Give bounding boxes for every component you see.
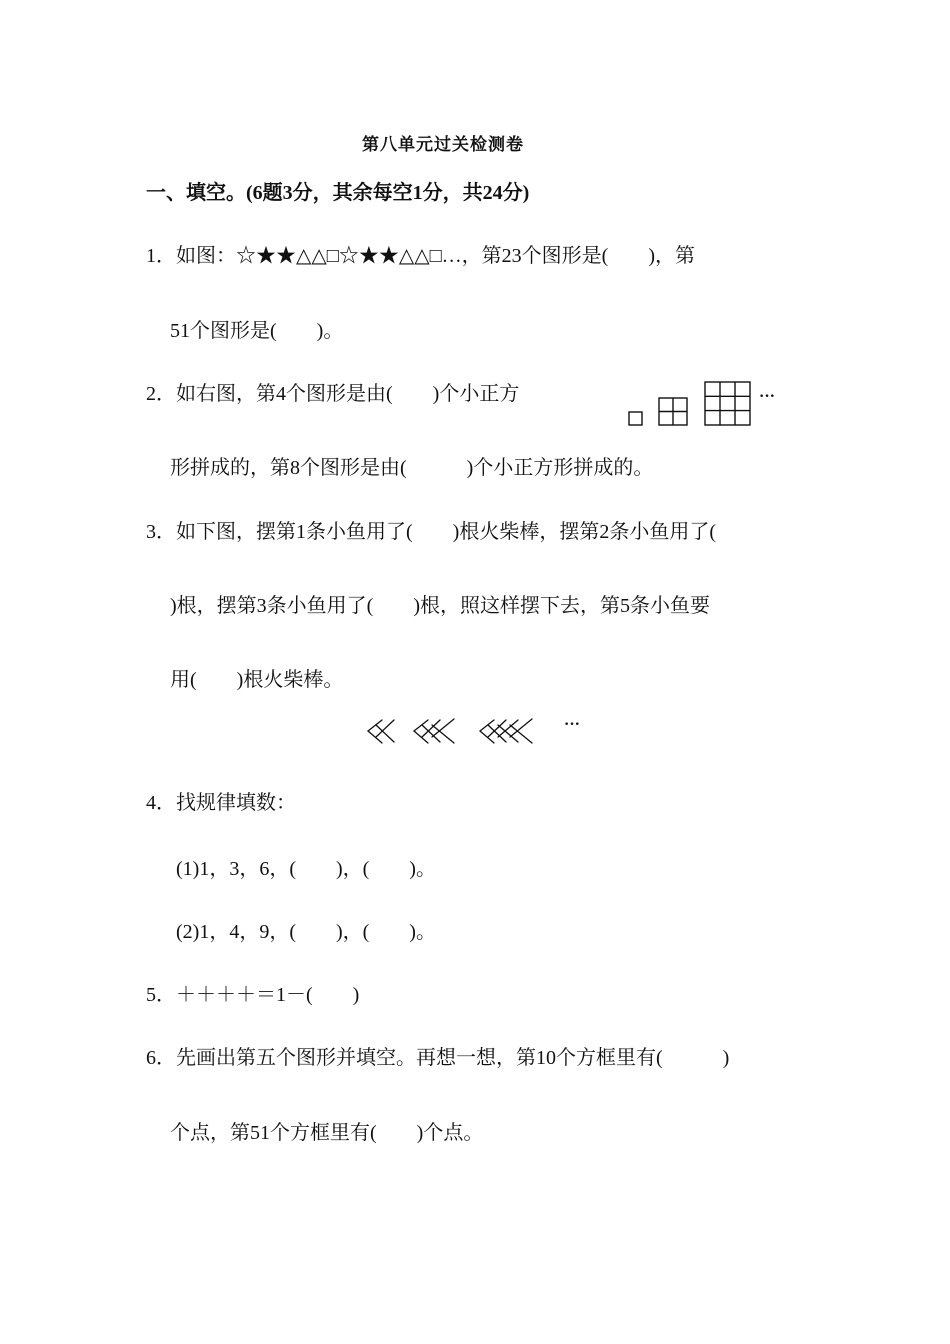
question-3-line-3: 用( )根火柴棒。	[170, 669, 344, 691]
section-heading: 一、填空。(6题3分，其余每空1分，共24分)	[146, 182, 530, 204]
matchstick-fish-svg	[366, 716, 556, 748]
question-6-line-2: 个点，第51个方框里有( )个点。	[170, 1122, 484, 1144]
matchstick-fish-figure	[366, 716, 581, 748]
grid-3x3	[705, 382, 750, 425]
fish-1	[368, 720, 394, 743]
question-5: 5．＋＋＋＋＝1－( )	[146, 984, 360, 1006]
fish-2	[414, 719, 454, 743]
square-grid-figure	[626, 380, 786, 430]
question-3-line-2: )根，摆第3条小鱼用了( )根，照这样摆下去，第5条小鱼要	[170, 595, 710, 617]
question-1-line-2: 51个图形是( )。	[170, 320, 344, 342]
question-4-sub-1: (1)1，3，6，( )，( )。	[176, 858, 436, 880]
page-title: 第八单元过关检测卷	[362, 135, 524, 154]
question-6-line-1: 6．先画出第五个图形并填空。再想一想，第10个方框里有( )	[146, 1047, 730, 1069]
grid-2x2	[659, 398, 687, 425]
question-4-sub-2: (2)1，4，9，( )，( )。	[176, 921, 436, 943]
fish-ellipsis: ···	[564, 716, 581, 733]
grid-1x1	[629, 412, 642, 425]
question-4-title: 4．找规律填数：	[146, 792, 296, 814]
question-2-line-2: 形拼成的，第8个图形是由( )个小正方形拼成的。	[170, 457, 654, 479]
grid-ellipsis: ···	[759, 388, 776, 405]
fish-3	[480, 719, 532, 743]
question-1-line-1: 1．如图：☆★★△△□☆★★△△□…，第23个图形是( )，第	[146, 245, 696, 267]
question-3-line-1: 3．如下图，摆第1条小鱼用了( )根火柴棒，摆第2条小鱼用了(	[146, 521, 716, 543]
question-2-line-1: 2．如右图，第4个图形是由( )个小正方	[146, 383, 520, 405]
